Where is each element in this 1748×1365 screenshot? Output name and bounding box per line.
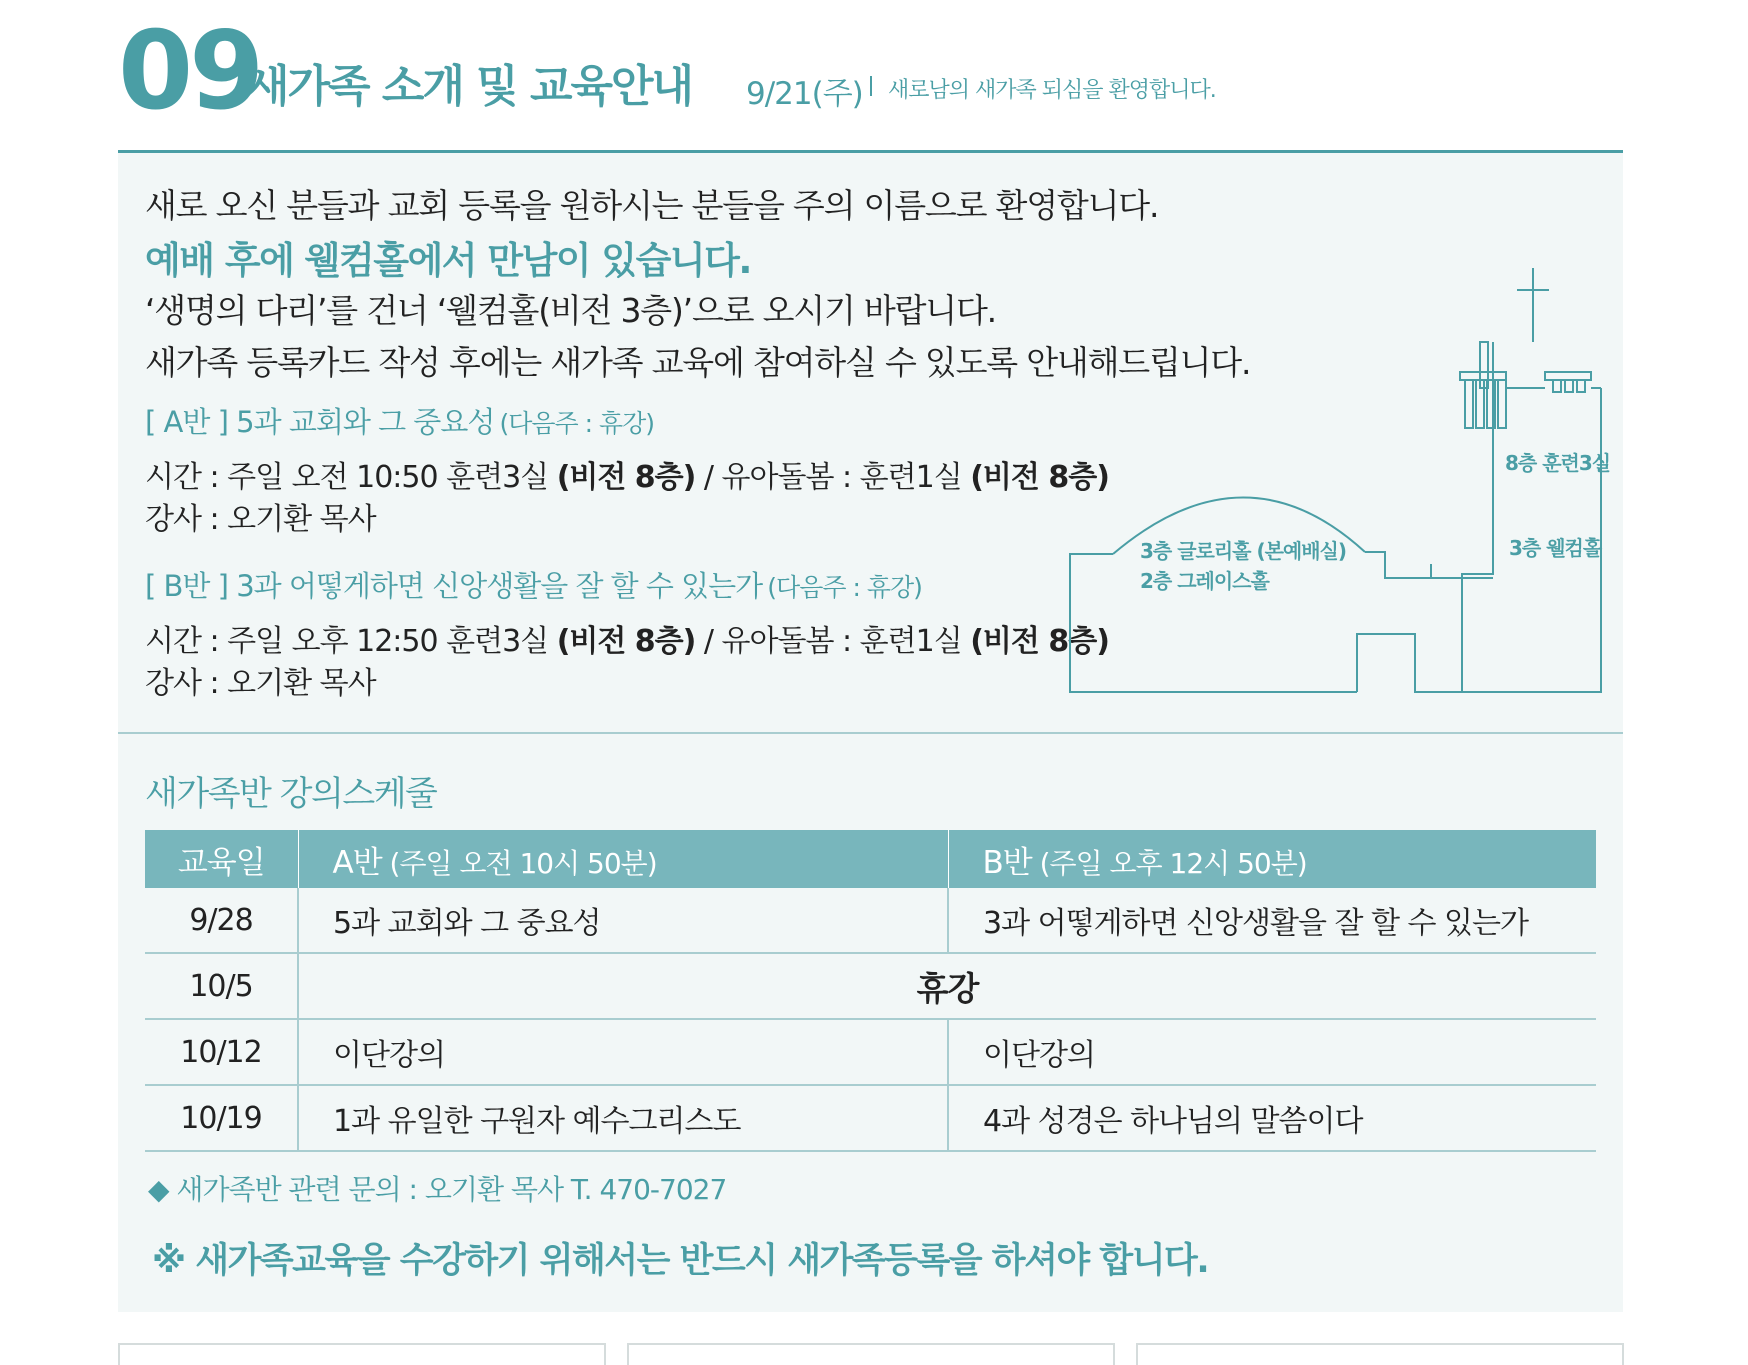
header-date: 교육일: [145, 830, 298, 888]
table-row: [145, 1085, 1596, 1151]
row-class-a: 이단강의: [298, 1019, 948, 1085]
class-b-note: (다음주 : 휴강): [767, 573, 922, 602]
class-a-childcare: / 유아돌봄 : 훈련1실: [695, 460, 971, 495]
class-a-title: [ A반 ] 5과 교회와 그 중요성: [145, 405, 495, 439]
intro-highlight: 예배 후에 웰컴홀에서 만남이 있습니다.: [145, 239, 751, 282]
row-date: 10/12: [145, 1019, 298, 1085]
label-3f-welcome-hall: 3층 웰컴홀: [1509, 536, 1602, 560]
row-class-a: 1과 유일한 구원자 예수그리스도: [298, 1085, 948, 1151]
header-class-a-name: A반: [332, 844, 382, 881]
class-b-time: [145, 616, 1109, 660]
contact-info: ◆ 새가족반 관련 문의 : 오기환 목사 T. 470-7027: [148, 1173, 727, 1206]
class-a-note: (다음주 : 휴강): [499, 409, 655, 438]
class-a-time-prefix: 시간 : 주일 오전 10:50 훈련3실: [145, 460, 557, 495]
intro-line-1: 새로 오신 분들과 교회 등록을 원하시는 분들을 주의 이름으로 환영합니다.: [145, 186, 1159, 225]
header-class-b: [948, 830, 1596, 888]
table-row: [145, 888, 1596, 953]
header-class-b-time: (주일 오후 12시 50분): [1031, 846, 1307, 880]
schedule-title: 새가족반 강의스케줄: [145, 774, 437, 814]
label-3f-glory-hall: 3층 글로리홀 (본예배실): [1140, 539, 1347, 563]
class-a-childcare-location: (비전 8층): [970, 460, 1109, 495]
table-row: [145, 953, 1596, 1019]
registration-notice: ※ 새가족교육을 수강하기 위해서는 반드시 새가족등록을 하셔야 합니다.: [152, 1241, 1209, 1281]
row-date: 10/19: [145, 1085, 298, 1151]
next-box: [118, 1343, 606, 1365]
row-class-a: 5과 교회와 그 중요성: [298, 888, 948, 953]
header-class-a-time: (주일 오전 10시 50분): [381, 846, 657, 880]
schedule-table: [145, 830, 1596, 1152]
class-b-teacher: 강사 : 오기환 목사: [145, 666, 376, 701]
section-number: 09: [118, 9, 261, 134]
section-title: 새가족 소개 및 교육안내: [247, 61, 692, 112]
class-b-childcare-location: (비전 8층): [970, 624, 1109, 659]
class-a-heading: [145, 400, 654, 441]
section-divider: [118, 732, 1623, 734]
class-a-time: [145, 452, 1109, 496]
class-b-childcare: / 유아돌봄 : 훈련1실: [695, 624, 971, 659]
section-subtitle: 새로남의 새가족 되심을 환영합니다.: [888, 78, 1216, 103]
church-building-illustration: [1065, 262, 1625, 702]
next-box: [627, 1343, 1115, 1365]
section-date: 9/21(주): [746, 76, 863, 112]
label-2f-grace-hall: 2층 그레이스홀: [1140, 569, 1269, 593]
row-class-b: 4과 성경은 하나님의 말씀이다: [948, 1085, 1596, 1151]
class-a-time-location: (비전 8층): [556, 460, 696, 495]
class-a-teacher: 강사 : 오기환 목사: [145, 502, 376, 537]
row-break: 휴강: [298, 953, 1596, 1019]
class-b-title: [ B반 ] 3과 어떻게하면 신앙생활을 잘 할 수 있는가: [145, 569, 763, 603]
next-box: [1136, 1343, 1624, 1365]
class-b-time-location: (비전 8층): [556, 624, 696, 659]
table-row: [145, 1019, 1596, 1085]
intro-line-3: ‘생명의 다리’를 건너 ‘웰컴홀(비전 3층)’으로 오시기 바랍니다.: [145, 291, 996, 330]
intro-line-4: 새가족 등록카드 작성 후에는 새가족 교육에 참여하실 수 있도록 안내해드립니다.: [145, 343, 1251, 382]
row-class-b: 이단강의: [948, 1019, 1596, 1085]
header-class-b-name: B반: [982, 844, 1032, 881]
header-separator: [870, 76, 872, 96]
label-8f-training: 8층 훈련3실: [1505, 451, 1611, 475]
row-date: 10/5: [145, 953, 298, 1019]
class-b-time-prefix: 시간 : 주일 오후 12:50 훈련3실: [145, 624, 557, 659]
table-header-row: [145, 830, 1596, 888]
row-date: 9/28: [145, 888, 298, 953]
header-class-a: [298, 830, 948, 888]
row-class-b: 3과 어떻게하면 신앙생활을 잘 할 수 있는가: [948, 888, 1596, 953]
class-b-heading: [145, 564, 922, 605]
